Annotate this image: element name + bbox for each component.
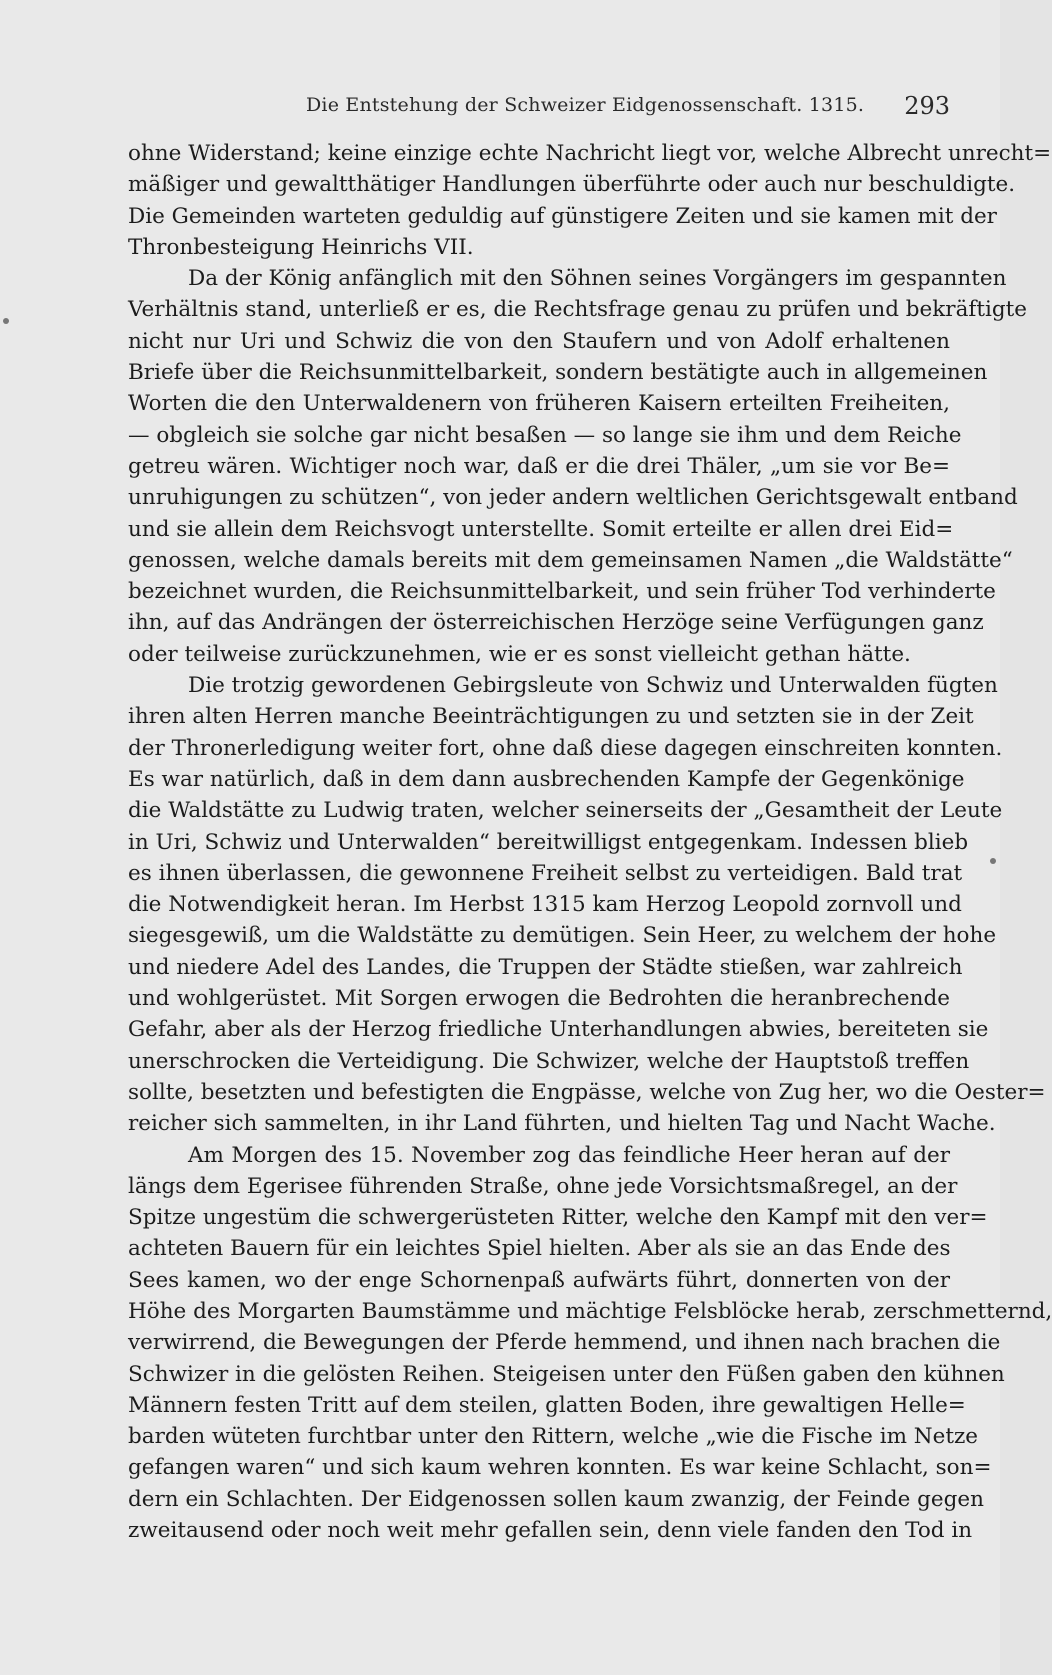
text-line: ihn, auf das Andrängen der österreichischen Herzöge seine Verfügungen ganz [128,610,984,636]
text-line: die Notwendigkeit heran. Im Herbst 1315 kam Herzog Leopold zornvoll und [128,892,962,918]
text-line: die Waldstätte zu Ludwig traten, welcher seinerseits der „Gesamtheit der Leute [128,798,1003,824]
body-text [128,138,1052,1546]
text-line: dern ein Schlachten. Der Eidgenossen sollen kaum zwanzig, der Feinde gegen [128,1486,984,1512]
text-line: Worten die den Unterwaldenern von früheren Kaisern erteilten Freiheiten, [128,391,950,417]
text-line: siegesgewiß, um die Waldstätte zu demütigen. Sein Heer, zu welchem der hohe [128,923,997,949]
text-line: reicher sich sammelten, in ihr Land führten, und hielten Tag und Nacht Wache. [128,1111,996,1137]
text-line: Thronbesteigung Heinrichs VII. [128,234,474,260]
text-line: gefangen waren“ und sich kaum wehren konnten. Es war keine Schlacht, son= [128,1455,992,1481]
text-line: Am Morgen des 15. November zog das feindliche Heer heran auf der [188,1142,950,1168]
text-line: genossen, welche damals bereits mit dem gemeinsamen Namen „die Waldstätte“ [128,547,1013,573]
text-line: Männern festen Tritt auf dem steilen, glatten Boden, ihre gewaltigen Helle= [128,1392,966,1418]
text-line: Da der König anfänglich mit den Söhnen seines Vorgängers im gespannten [188,266,1007,292]
text-line: Sees kamen, wo der enge Schornenpaß aufwärts führt, donnerten von der [128,1267,950,1293]
text-line: getreu wären. Wichtiger noch war, daß er die drei Thäler, „um sie vor Be= [128,453,950,479]
text-line: es ihnen überlassen, die gewonnene Freiheit selbst zu verteidigen. Bald trat [128,860,963,886]
text-line: Höhe des Morgarten Baumstämme und mächtige Felsblöcke herab, zerschmetternd, [128,1298,1052,1324]
text-line: Gefahr, aber als der Herzog friedliche Unterhandlungen abwies, bereiteten sie [128,1017,989,1043]
text-line: Es war natürlich, daß in dem dann ausbrechenden Kampfe der Gegenkönige [128,766,965,792]
text-line: und niedere Adel des Landes, die Truppen der Städte stießen, war zahlreich [128,954,963,980]
text-line: mäßiger und gewaltthätiger Handlungen überführte oder auch nur beschuldigte. [128,172,1016,198]
text-line: längs dem Egerisee führenden Straße, ohne jede Vorsichtsmaßregel, an der [128,1173,958,1199]
text-line: ihren alten Herren manche Beeinträchtigungen zu und setzten sie in der Zeit [128,704,974,730]
text-line: sollte, besetzten und befestigten die Engpässe, welche von Zug her, wo die Oester= [128,1079,1046,1105]
running-title: Die Entstehung der Schweizer Eidgenossenschaft. 1315. [306,94,865,116]
text-line: ohne Widerstand; keine einzige echte Nachricht liegt vor, welche Albrecht unrecht= [128,141,1052,166]
text-line: unruhigungen zu schützen“, von jeder andern weltlichen Gerichtsgewalt entband [128,485,1018,511]
text-line: zweitausend oder noch weit mehr gefallen sein, denn viele fanden den Tod in [128,1518,973,1544]
margin-speck-mark [3,318,9,324]
text-line: Die trotzig gewordenen Gebirgsleute von Schwiz und Unterwalden fügten [188,673,998,699]
text-line: nicht nur Uri und Schwiz die von den Staufern und von Adolf erhaltenen [128,328,950,354]
text-line: Spitze ungestüm die schwergerüsteten Ritter, welche den Kampf mit den ver= [128,1205,988,1231]
text-line: oder teilweise zurückzunehmen, wie er es sonst vielleicht gethan hätte. [128,641,911,667]
text-line: achteten Bauern für ein leichtes Spiel hielten. Aber als sie an das Ende des [128,1236,951,1262]
text-line: Schwizer in die gelösten Reihen. Steigeisen unter den Füßen gaben den kühnen [128,1361,1005,1387]
page-number: 293 [904,92,950,120]
text-line: bezeichnet wurden, die Reichsunmittelbarkeit, und sein früher Tod verhinderte [128,579,996,605]
text-line: und wohlgerüstet. Mit Sorgen erwogen die Bedrohten die heranbrechende [128,986,950,1012]
text-line: in Uri, Schwiz und Unterwalden“ bereitwilligst entgegenkam. Indessen blieb [128,829,969,855]
text-line: der Thronerledigung weiter fort, ohne daß diese dagegen einschreiten konnten. [128,735,1003,761]
text-line: und sie allein dem Reichsvogt unterstellte. Somit erteilte er allen drei Eid= [128,516,954,542]
text-line: Die Gemeinden warteten geduldig auf günstigere Zeiten und sie kamen mit der [128,203,997,229]
text-line: verwirrend, die Bewegungen der Pferde hemmend, und ihnen nach brachen die [128,1330,1001,1356]
text-line: unerschrocken die Verteidigung. Die Schwizer, welche der Hauptstoß treffen [128,1048,970,1074]
text-line: Briefe über die Reichsunmittelbarkeit, sondern bestätigte auch in allgemeinen [128,360,988,386]
margin-speck-mark [990,858,996,864]
text-line: — obgleich sie solche gar nicht besaßen — so lange sie ihm und dem Reiche [128,422,962,448]
text-line: Verhältnis stand, unterließ er es, die Rechtsfrage genau zu prüfen und bekräftigte [128,297,1028,323]
running-head [128,92,950,128]
text-line: barden wüteten furchtbar unter den Rittern, welche „wie die Fische im Netze [128,1424,979,1450]
